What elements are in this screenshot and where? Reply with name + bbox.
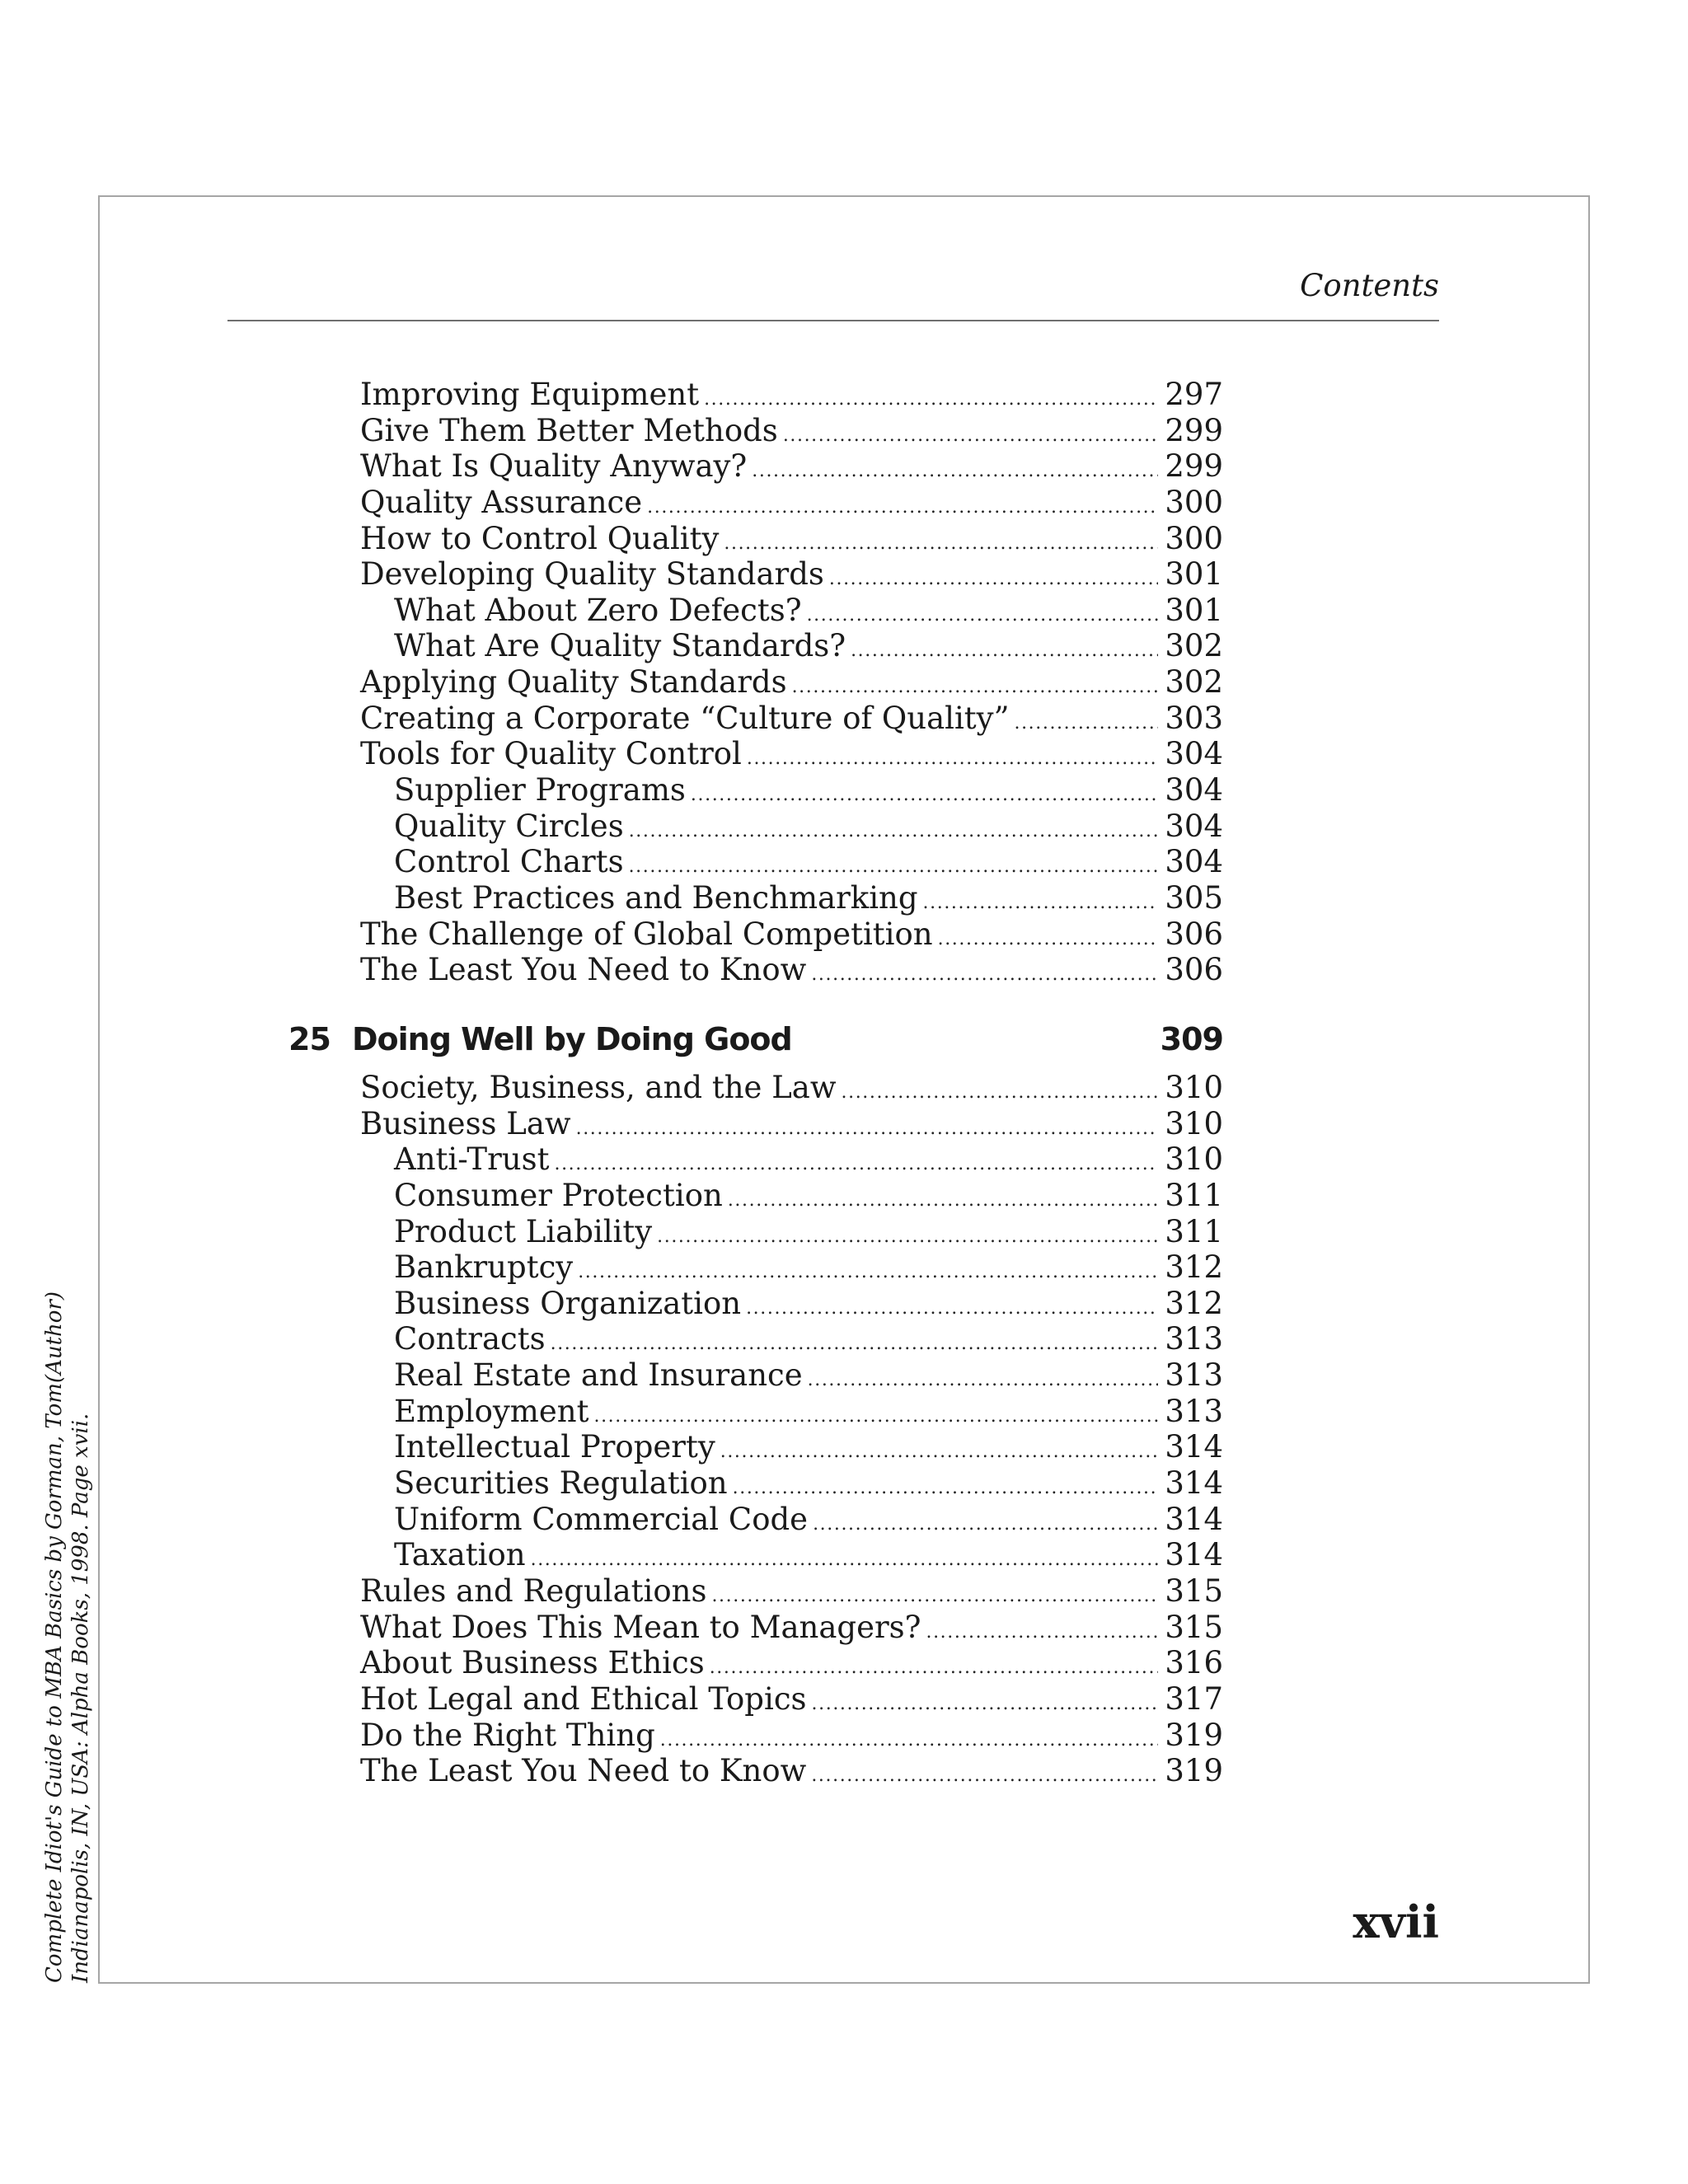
dot-leader [829, 561, 1158, 598]
toc-entry-title: What Does This Mean to Managers? [360, 1609, 921, 1645]
toc-entry-title: How to Control Quality [360, 520, 720, 556]
toc-entry[interactable] [360, 521, 1223, 557]
dot-leader [813, 1507, 1158, 1543]
toc-entry[interactable] [360, 1321, 1223, 1357]
dot-leader [926, 1615, 1159, 1651]
toc-entry-title: The Least You Need to Know [360, 1753, 807, 1789]
toc-entry[interactable] [360, 628, 1223, 664]
chapter-page-number: 309 [1160, 1021, 1223, 1057]
toc-entry-page-number: 311 [1165, 1177, 1223, 1213]
dot-leader [657, 1219, 1158, 1255]
citation-sidebar [41, 1291, 94, 1983]
toc-entry-page-number: 306 [1165, 952, 1223, 988]
toc-entry-title: Intellectual Property [394, 1429, 715, 1465]
toc-entry-title: Applying Quality Standards [360, 664, 787, 701]
toc-entry-page-number: 310 [1165, 1105, 1223, 1141]
dot-leader [629, 813, 1159, 850]
chapter-title: Doing Well by Doing Good [352, 1021, 792, 1057]
toc-entry[interactable] [360, 1070, 1223, 1106]
toc-entry[interactable] [360, 808, 1223, 845]
toc-entry-title: The Least You Need to Know [360, 952, 807, 988]
toc-entry-title: Securities Regulation [394, 1465, 728, 1502]
dot-leader [808, 1362, 1159, 1399]
toc-entry-title: Employment [394, 1393, 589, 1429]
toc-entry-page-number: 299 [1165, 448, 1223, 485]
toc-entry[interactable] [360, 1357, 1223, 1394]
toc-entry[interactable] [360, 1718, 1223, 1754]
toc-entry-page-number: 302 [1165, 628, 1223, 664]
dot-leader [783, 418, 1159, 454]
dot-leader [747, 741, 1159, 777]
toc-entry-title: Uniform Commercial Code [394, 1501, 809, 1537]
toc-entry-title: Improving Equipment [360, 377, 700, 412]
toc-entry[interactable] [360, 1681, 1223, 1718]
dot-leader [842, 1075, 1159, 1111]
toc-entry[interactable] [360, 1249, 1223, 1286]
toc-entry[interactable] [360, 413, 1223, 449]
toc-entry-title: Rules and Regulations [360, 1572, 707, 1609]
dot-leader [728, 1183, 1159, 1219]
toc-entry-title: Developing Quality Standards [360, 556, 824, 593]
toc-entry-title: Product Liability [394, 1213, 653, 1249]
toc-entry-title: Hot Legal and Ethical Topics [360, 1680, 807, 1717]
toc-entry[interactable] [360, 593, 1223, 629]
toc-entry[interactable] [360, 1645, 1223, 1681]
toc-entry[interactable] [360, 1610, 1223, 1646]
toc-entry[interactable] [360, 701, 1223, 737]
running-head: Contents [1300, 268, 1439, 303]
dot-leader [807, 598, 1159, 634]
toc-entry-page-number: 311 [1165, 1213, 1223, 1249]
toc-entry-title: The Challenge of Global Competition [360, 916, 933, 952]
toc-entry-title: What About Zero Defects? [394, 592, 802, 628]
dot-leader [851, 633, 1158, 669]
toc-entry-page-number: 314 [1165, 1537, 1223, 1573]
toc-entry-page-number: 315 [1165, 1609, 1223, 1645]
toc-entry[interactable] [360, 1214, 1223, 1250]
toc-entry-title: Consumer Protection [394, 1177, 723, 1213]
toc-entry-page-number: 313 [1165, 1393, 1223, 1429]
toc-entry[interactable] [360, 448, 1223, 485]
toc-entry-page-number: 314 [1165, 1429, 1223, 1465]
toc-entry-page-number: 312 [1165, 1285, 1223, 1321]
dot-leader [720, 1434, 1159, 1470]
toc-entry-page-number: 316 [1165, 1645, 1223, 1681]
toc-entry[interactable] [360, 844, 1223, 880]
toc-entry-page-number: 304 [1165, 772, 1223, 808]
toc-entry-title: Business Law [360, 1105, 571, 1141]
toc-entry[interactable] [360, 1141, 1223, 1178]
toc-entry-page-number: 314 [1165, 1465, 1223, 1502]
dot-leader [923, 885, 1159, 921]
toc-entry-title: About Business Ethics [360, 1645, 705, 1681]
toc-entry[interactable] [360, 1429, 1223, 1465]
toc-entry-title: Control Charts [394, 844, 624, 880]
toc-entry[interactable] [360, 772, 1223, 808]
toc-entry[interactable] [360, 377, 1223, 413]
toc-entry[interactable] [360, 916, 1223, 953]
toc-entry-title: Bankruptcy [394, 1249, 574, 1286]
dot-leader [647, 490, 1158, 526]
dot-leader [811, 957, 1158, 993]
dot-leader [1015, 705, 1159, 742]
toc-entry[interactable] [360, 1178, 1223, 1214]
toc-entry-page-number: 319 [1165, 1753, 1223, 1789]
toc-entry[interactable] [360, 1502, 1223, 1538]
toc-list-chapter-25 [360, 1070, 1223, 1789]
citation-line-1: Complete Idiot's Guide to MBA Basics by Gorman, Tom(Author) [42, 1291, 67, 1983]
dot-leader [812, 1686, 1159, 1722]
toc-entry-page-number: 297 [1165, 377, 1223, 412]
toc-entry-title: Society, Business, and the Law [360, 1070, 837, 1105]
toc-entry[interactable] [360, 664, 1223, 701]
toc-entry[interactable] [360, 485, 1223, 521]
toc-entry-page-number: 301 [1165, 592, 1223, 628]
toc-entry[interactable] [360, 736, 1223, 772]
toc-entry[interactable] [360, 1753, 1223, 1789]
toc-entry-page-number: 306 [1165, 916, 1223, 952]
dot-leader [938, 921, 1159, 958]
dot-leader [746, 1291, 1158, 1327]
toc-entry-title: Best Practices and Benchmarking [394, 879, 918, 916]
toc-entry-title: What Are Quality Standards? [394, 628, 846, 664]
chapter-number: 25 [288, 1021, 331, 1057]
toc-entry-page-number: 310 [1165, 1141, 1223, 1178]
toc-entry[interactable] [360, 880, 1223, 916]
toc-entry-page-number: 310 [1165, 1070, 1223, 1105]
toc-entry-title: Do the Right Thing [360, 1717, 655, 1753]
toc-entry-title: Quality Assurance [360, 484, 643, 520]
header-rule [227, 320, 1439, 321]
chapter-heading[interactable] [288, 1019, 1223, 1060]
toc-entry-page-number: 303 [1165, 700, 1223, 736]
toc-entry-title: Tools for Quality Control [360, 736, 742, 772]
toc-entry[interactable] [360, 1106, 1223, 1142]
dot-leader [576, 1111, 1159, 1147]
toc-entry-title: Anti-Trust [394, 1141, 550, 1178]
toc-entry-title: Quality Circles [394, 808, 624, 844]
page-folio: xvii [1353, 1896, 1439, 1948]
citation-line-2: Indianapolis, IN, USA: Alpha Books, 1998. Page xvii. [68, 1413, 93, 1983]
toc-entry[interactable] [360, 1537, 1223, 1573]
toc-entry-page-number: 319 [1165, 1717, 1223, 1753]
toc-entry-page-number: 304 [1165, 844, 1223, 880]
toc-entry-title: What Is Quality Anyway? [360, 448, 748, 485]
toc-entry[interactable] [360, 952, 1223, 988]
dot-leader [811, 1758, 1158, 1794]
toc-entry-page-number: 315 [1165, 1572, 1223, 1609]
toc-entry-title: Business Organization [394, 1285, 742, 1321]
toc-entry-page-number: 313 [1165, 1321, 1223, 1357]
toc-entry-page-number: 304 [1165, 736, 1223, 772]
toc-list-before-chapter [360, 377, 1223, 988]
toc-entry[interactable] [360, 556, 1223, 593]
toc-entry-page-number: 301 [1165, 556, 1223, 593]
toc-entry[interactable] [360, 1394, 1223, 1430]
toc-entry-page-number: 300 [1165, 484, 1223, 520]
toc-entry-page-number: 302 [1165, 664, 1223, 701]
toc-entry-page-number: 312 [1165, 1249, 1223, 1286]
dot-leader [752, 453, 1158, 490]
toc-entry-page-number: 299 [1165, 412, 1223, 448]
toc-entry-title: Taxation [394, 1537, 526, 1573]
toc-entry-page-number: 305 [1165, 879, 1223, 916]
toc-entry-title: Supplier Programs [394, 772, 686, 808]
toc-entry[interactable] [360, 1573, 1223, 1610]
toc-entry-title: Real Estate and Insurance [394, 1357, 803, 1394]
toc-entry-page-number: 300 [1165, 520, 1223, 556]
dot-leader [691, 777, 1158, 813]
toc-entry-page-number: 313 [1165, 1357, 1223, 1394]
toc-entry[interactable] [360, 1286, 1223, 1322]
toc-entry-title: Give Them Better Methods [360, 412, 778, 448]
toc-entry-title: Contracts [394, 1321, 546, 1357]
toc-entry[interactable] [360, 1465, 1223, 1502]
toc-entry-title: Creating a Corporate “Culture of Quality” [360, 700, 1010, 736]
toc-entry-page-number: 314 [1165, 1501, 1223, 1537]
toc-entry-page-number: 304 [1165, 808, 1223, 844]
toc-entry-page-number: 317 [1165, 1680, 1223, 1717]
